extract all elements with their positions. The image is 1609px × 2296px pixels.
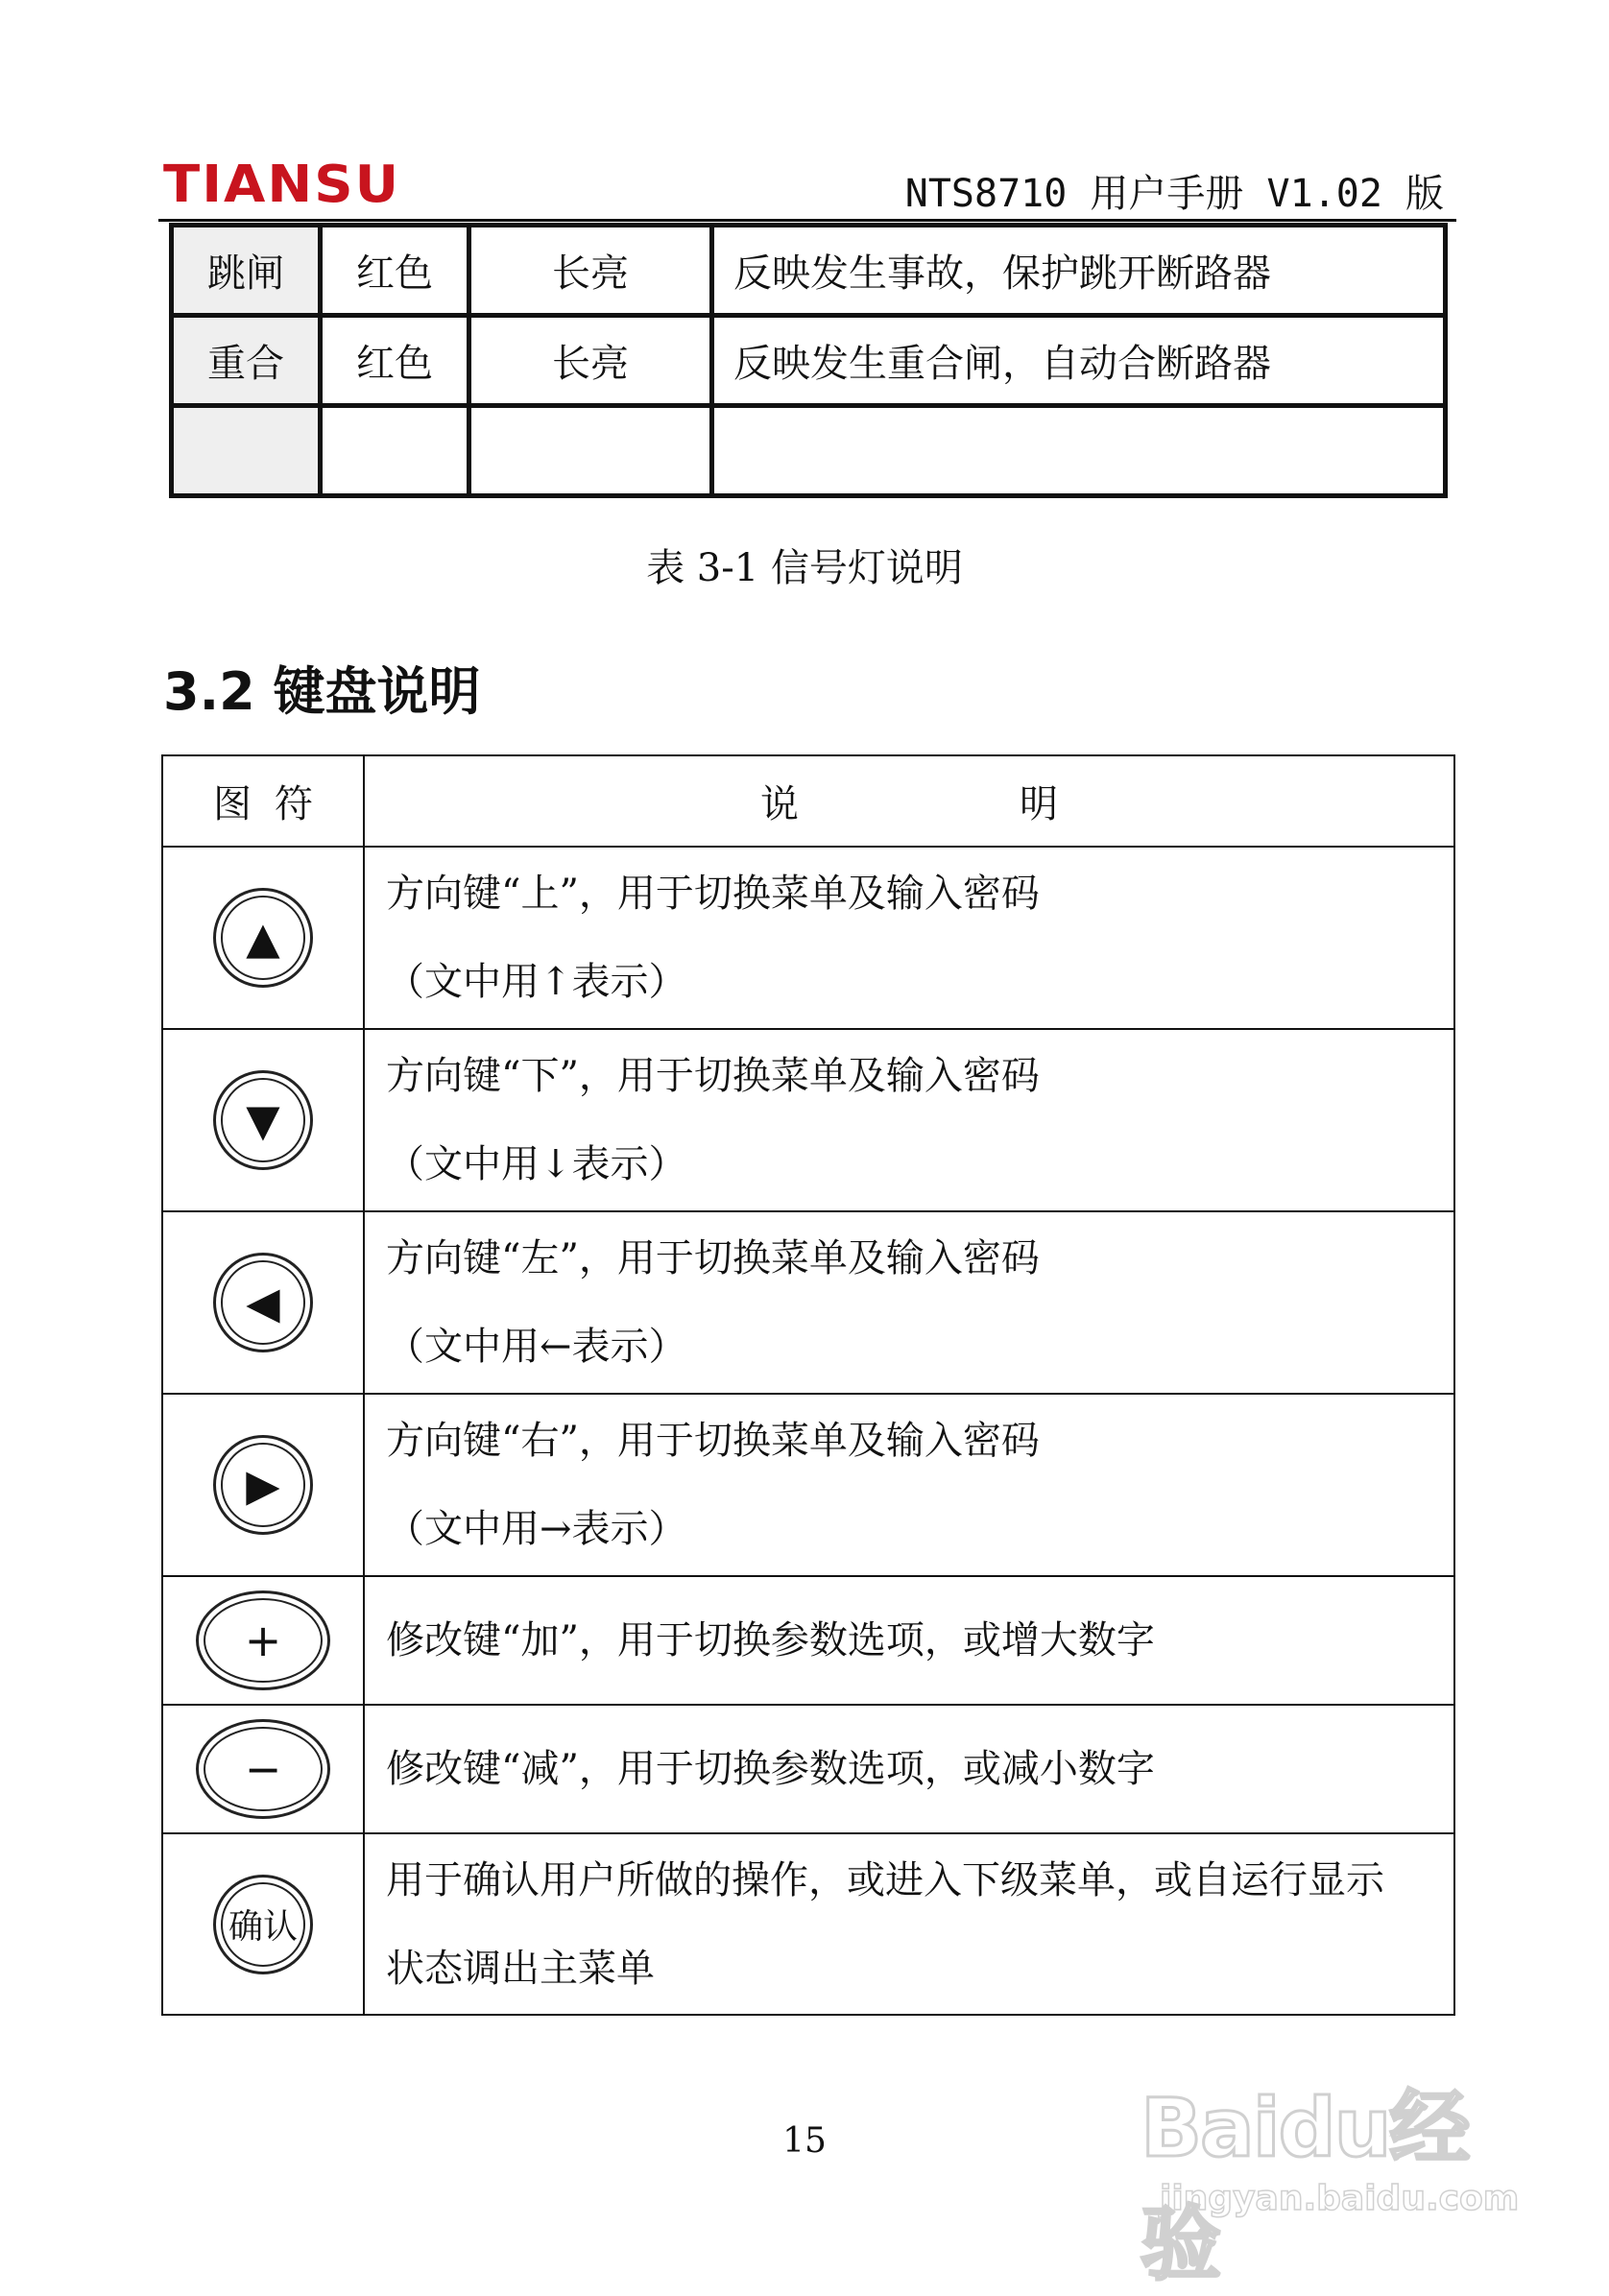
right-triangle-icon: ▶ <box>246 1459 280 1511</box>
description-cell <box>364 847 1454 1029</box>
description-cell <box>364 1029 1454 1211</box>
watermark-brand: Baidu经验 <box>1141 2081 1469 2291</box>
table-row <box>162 1394 1454 1576</box>
symbol-header <box>162 755 364 847</box>
signal-description-cell: 反映发生重合闸，自动合断路器 <box>712 316 1446 406</box>
description-line: 方向键“下”，用于切换菜单及输入密码 <box>386 1054 1040 1098</box>
signal-description-cell <box>712 406 1446 496</box>
description-line: 方向键“左”，用于切换菜单及输入密码 <box>386 1236 1040 1280</box>
table-row <box>162 1833 1454 2015</box>
description-header-char: 说 <box>760 782 799 826</box>
tiansu-logo: TIANSU <box>163 155 401 215</box>
left-key <box>213 1253 313 1352</box>
table-row <box>162 1705 1454 1833</box>
description-cell <box>364 1833 1454 2015</box>
description-line: 修改键“减”，用于切换参数选项，或减小数字 <box>386 1747 1155 1791</box>
down-triangle-icon: ▼ <box>246 1094 280 1146</box>
table-row <box>162 1029 1454 1211</box>
symbol-header-char: 符 <box>275 782 313 826</box>
description-line: 修改键“加”，用于切换参数选项，或增大数字 <box>386 1618 1155 1662</box>
description-note: （文中用→表示） <box>386 1507 687 1551</box>
symbol-cell <box>162 1394 364 1576</box>
signal-description-cell: 反映发生事故，保护跳开断路器 <box>712 226 1446 316</box>
minus-icon: − <box>244 1743 282 1795</box>
symbol-cell <box>162 847 364 1029</box>
document-title: NTS8710 用户手册 V1.02 版 <box>904 172 1444 216</box>
up-key <box>213 888 313 988</box>
signal-state-cell <box>469 406 712 496</box>
symbol-cell <box>162 1576 364 1705</box>
confirm-key <box>213 1875 313 1974</box>
description-line: 用于确认用户所做的操作，或进入下级菜单，或自运行显示 <box>386 1857 1384 1902</box>
description-note: （文中用↓表示） <box>386 1142 687 1186</box>
signal-name-cell: 跳闸 <box>172 226 321 316</box>
table-row <box>162 1211 1454 1394</box>
signal-light-table <box>169 223 1448 498</box>
table-row <box>172 226 1446 316</box>
symbol-header-char: 图 <box>213 782 252 826</box>
description-note: （文中用↑表示） <box>386 960 687 1004</box>
down-key <box>213 1070 313 1170</box>
symbol-cell <box>162 1211 364 1394</box>
description-header-char: 明 <box>1020 782 1058 826</box>
description-cell <box>364 1576 1454 1705</box>
up-triangle-icon: ▲ <box>246 912 280 964</box>
baidu-watermark <box>1141 2035 1525 2291</box>
right-key <box>213 1435 313 1535</box>
description-cell <box>364 1211 1454 1394</box>
signal-state-cell: 长亮 <box>469 226 712 316</box>
watermark-url: jingyan.baidu.com <box>1160 2179 1520 2218</box>
description-note: （文中用←表示） <box>386 1325 687 1369</box>
left-triangle-icon: ◀ <box>246 1277 280 1328</box>
confirm-key-icon: 确认 <box>228 1907 298 1947</box>
symbol-cell <box>162 1029 364 1211</box>
description-note: 状态调出主菜单 <box>386 1946 655 1991</box>
signal-color-cell: 红色 <box>321 316 469 406</box>
signal-name-cell: 重合 <box>172 316 321 406</box>
symbol-cell <box>162 1705 364 1833</box>
page-number: 15 <box>782 2121 827 2161</box>
description-cell <box>364 1394 1454 1576</box>
table-caption: 表 3-1 信号灯说明 <box>646 546 963 590</box>
description-header <box>364 755 1454 847</box>
table-row <box>172 406 1446 496</box>
description-cell <box>364 1705 1454 1833</box>
table-row <box>162 847 1454 1029</box>
keypad-table <box>161 754 1455 2016</box>
symbol-cell <box>162 1833 364 2015</box>
table-header-row <box>162 755 1454 847</box>
header-rule <box>158 219 1456 222</box>
plus-key <box>196 1590 330 1690</box>
signal-state-cell: 长亮 <box>469 316 712 406</box>
description-line: 方向键“右”，用于切换菜单及输入密码 <box>386 1419 1040 1463</box>
signal-color-cell <box>321 406 469 496</box>
signal-color-cell: 红色 <box>321 226 469 316</box>
description-line: 方向键“上”，用于切换菜单及输入密码 <box>386 872 1040 916</box>
plus-icon: + <box>244 1614 282 1666</box>
table-row <box>162 1576 1454 1705</box>
minus-key <box>196 1719 330 1819</box>
signal-name-cell <box>172 406 321 496</box>
table-row <box>172 316 1446 406</box>
section-title: 3.2 键盘说明 <box>163 661 481 722</box>
